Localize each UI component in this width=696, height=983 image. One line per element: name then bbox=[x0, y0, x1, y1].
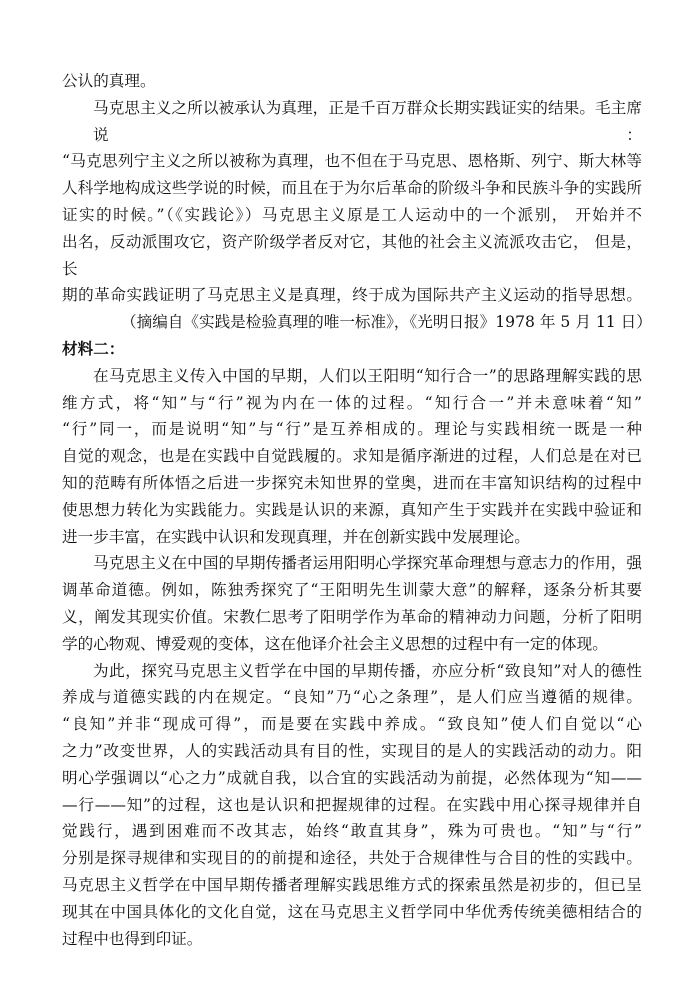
text-line: 为此，探究马克思主义哲学在中国的早期传播，亦应分析“致良知”对人的德性 bbox=[93, 661, 642, 680]
text-line: 明心学强调以“心之力”成就自我，以合宜的实践活动为前提，必然体现为“知—— bbox=[62, 768, 642, 787]
text-line: 之力”改变世界，人的实践活动具有目的性，实现目的是人的实践活动的动力。阳 bbox=[62, 741, 642, 760]
text-line: 知的范畴有所体悟之后进一步探究未知世界的堂奥，进而在丰富知识结构的过程中 bbox=[62, 473, 642, 492]
section-heading: 材料二： bbox=[62, 338, 125, 358]
text-line: 学的心物观、博爱观的变体，这在他译介社会主义思想的过程中有一定的体现。 bbox=[62, 634, 608, 653]
text-line: 进一步丰富，在实践中认识和发现真理，并在创新实践中发展理论。 bbox=[62, 527, 530, 546]
document-page bbox=[62, 68, 652, 952]
text-line: 维方式，将“知”与“行”视为内在一体的过程。“知行合一”并未意味着“知” bbox=[62, 393, 642, 412]
text-line: 养成与道德实践的内在规定。“良知”乃“心之条理”，是人们应当遵循的规律。 bbox=[62, 688, 642, 707]
text-line: 马克思主义哲学在中国早期传播者理解实践思维方式的探索虽然是初步的，但已呈 bbox=[62, 875, 642, 894]
text-line: —行——知”的过程，这也是认识和把握规律的过程。在实践中用心探寻规律并自 bbox=[62, 795, 642, 814]
text-line: 调革命道德。例如，陈独秀探究了“王阳明先生训蒙大意”的解释，逐条分析其要 bbox=[62, 581, 642, 600]
text-line: “行”同一，而是说明“知”与“行”是互养相成的。理论与实践相统一既是一种 bbox=[62, 420, 642, 439]
text-line: 义，阐发其现实价值。宋教仁思考了阳明学作为革命的精神动力问题，分析了阳明 bbox=[62, 607, 642, 626]
text-line: 现其在中国具体化的文化自觉，这在马克思主义哲学同中华优秀传统美德相结合的 bbox=[62, 902, 642, 921]
text-line: 使思想力转化为实践能力。实践是认识的来源，真知产生于实践并在实践中验证和 bbox=[62, 500, 642, 519]
text-line: “良知”并非“现成可得”，而是要在实践中养成。“致良知”使人们自觉以“心 bbox=[62, 715, 642, 734]
text-line: 觉践行，遇到困难而不改其志，始终“敢直其身”，殊为可贵也。“知”与“行” bbox=[62, 822, 642, 841]
text-line: 期的革命实践证明了马克思主义是真理，终于成为国际共产主义运动的指导思想。 bbox=[62, 286, 642, 305]
text-line: 马克思主义之所以被承认为真理，正是千百万群众长期实践证实的结果。毛主席说： bbox=[93, 98, 642, 144]
text-line: 分别是探寻规律和实现目的的前提和途径，共处于合规律性与合目的性的实践中。 bbox=[62, 849, 642, 868]
text-line: 自觉的观念，也是在实践中自觉践履的。求知是循序渐进的过程，人们总是在对已 bbox=[62, 447, 642, 466]
text-line: 出名，反动派围攻它，资产阶级学者反对它，其他的社会主义流派攻击它， 但是，长 bbox=[62, 232, 642, 278]
text-line: 证实的时候。”（《实践论》）马克思主义原是工人运动中的一个派别， 开始并不 bbox=[62, 205, 642, 224]
text-line: “马克思列宁主义之所以被称为真理，也不但在于马克思、恩格斯、列宁、斯大林等 bbox=[62, 152, 642, 171]
text-line: 过程中也得到印证。 bbox=[62, 929, 203, 948]
text-line: 马克思主义在中国的早期传播者运用阳明心学探究革命理想与意志力的作用，强 bbox=[93, 554, 642, 573]
source-citation: （摘编自《实践是检验真理的唯一标准》，《光明日报》1978 年 5 月 11 日） bbox=[121, 313, 652, 332]
text-line: 在马克思主义传入中国的早期，人们以王阳明“知行合一”的思路理解实践的思 bbox=[93, 366, 642, 385]
text-line: 人科学地构成这些学说的时候，而且在于为尔后革命的阶级斗争和民族斗争的实践所 bbox=[62, 179, 642, 198]
text-line: 公认的真理。 bbox=[62, 72, 156, 90]
